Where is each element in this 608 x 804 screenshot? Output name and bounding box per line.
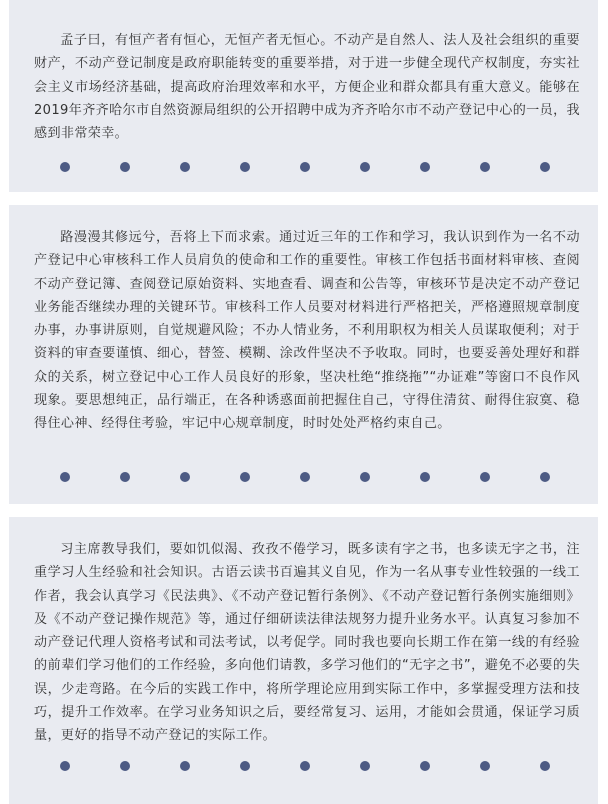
paragraph-card-3 [9, 517, 598, 804]
divider-dot [540, 162, 550, 172]
divider-dot [540, 472, 550, 482]
divider-dot [540, 761, 550, 771]
paragraph-card-2 [9, 205, 598, 504]
divider-dot [240, 761, 250, 771]
divider-dot [360, 472, 370, 482]
divider-dot [240, 162, 250, 172]
divider-dot [120, 162, 130, 172]
divider-dot [420, 472, 430, 482]
divider-dot [120, 472, 130, 482]
divider-dot [300, 472, 310, 482]
divider-dot [60, 472, 70, 482]
divider-dot [180, 162, 190, 172]
divider-dot [480, 472, 490, 482]
paragraph-text-2: 路漫漫其修远兮，吾将上下而求索。通过近三年的工作和学习，我认识到作为一名不动产登记中心审核科工作人员肩负的使命和工作的重要性。审核工作包括书面材料审核、查阅不动产登记簿、查阅登记原始资料、实地查看、调查和公告等，审核环节是决定不动产登记业务能否继续办理的关键环节。审核科工作人员要对材料进行严格把关，严格遵照规章制度办事，办事讲原则，自觉规避风险；不办人情业务，不利用职权为相关人员谋取便利；对于资料的审查要谨慎、细心，替签、模糊、涂改件坚决不予收取。同时，也要妥善处理好和群众的关系，树立登记中心工作人员良好的形象，坚决杜绝“推绕拖”“办证难”等窗口不良作风现象。要思想纯正，品行端正，在各种诱惑面前把握住自己，守得住清贫、耐得住寂寞、稳得住心神、经得住考验，牢记中心规章制度，时时处处严格约束自己。 [34, 230, 580, 432]
dot-divider-3 [9, 761, 598, 773]
divider-dot [120, 761, 130, 771]
divider-dot [60, 162, 70, 172]
divider-dot [480, 761, 490, 771]
divider-dot [300, 162, 310, 172]
divider-dot [240, 472, 250, 482]
divider-dot [480, 162, 490, 172]
divider-dot [420, 761, 430, 771]
divider-dot [180, 472, 190, 482]
paragraph-card-1 [9, 0, 598, 192]
divider-dot [420, 162, 430, 172]
divider-dot [360, 761, 370, 771]
paragraph-text-1: 孟子曰，有恒产者有恒心，无恒产者无恒心。不动产是自然人、法人及社会组织的重要财产，不动产登记制度是政府职能转变的重要举措，对于进一步健全现代产权制度，夯实社会主义市场经济基础，提高政府治理效率和水平，方便企业和群众都具有重大意义。能够在2019年齐齐哈尔市自然资源局组织的公开招聘中成为齐齐哈尔市不动产登记中心的一员，我感到非常荣幸。 [34, 33, 580, 142]
divider-dot [300, 761, 310, 771]
dot-divider-1 [9, 162, 598, 174]
divider-dot [180, 761, 190, 771]
paragraph-text-3: 习主席教导我们，要如饥似渴、孜孜不倦学习，既多读有字之书，也多读无字之书，注重学习人生经验和社会知识。古语云读书百遍其义自见，作为一名从事专业性较强的一线工作者，我会认真学习《民法典》、《不动产登记暂行条例》、《不动产登记暂行条例实施细则》及《不动产登记操作规范》等，通过仔细研读法律法规努力提升业务水平。认真复习参加不动产登记代理人资格考试和司法考试，以考促学。同时我也要向长期工作在第一线的有经验的前辈们学习他们的工作经验，多向他们请教，多学习他们的“无字之书”，避免不必要的失误，少走弯路。在今后的实践工作中，将所学理论应用到实际工作中，多掌握受理方法和技巧，提升工作效率。在学习业务知识之后，要经常复习、运用，才能如会贯通，保证学习质量，更好的指导不动产登记的实际工作。 [34, 542, 580, 744]
dot-divider-2 [9, 472, 598, 484]
divider-dot [60, 761, 70, 771]
divider-dot [360, 162, 370, 172]
